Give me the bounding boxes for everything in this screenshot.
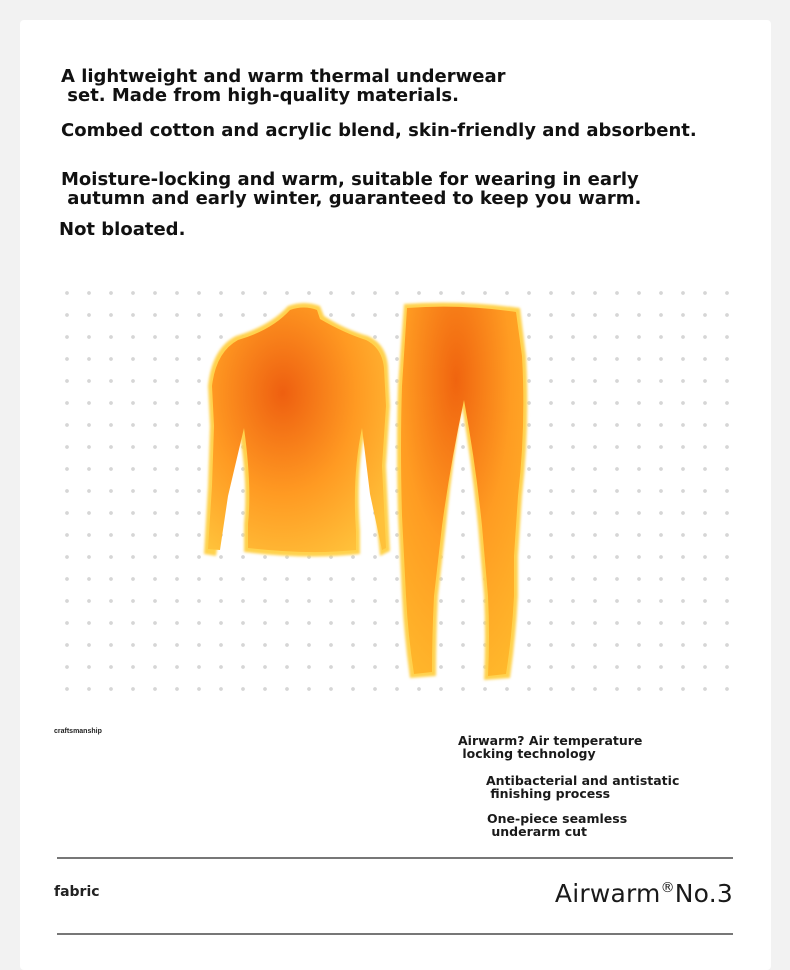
brand-model: No.3 xyxy=(674,879,733,908)
thermal-set-illustration xyxy=(196,296,540,686)
brand-name xyxy=(555,879,733,908)
brand-word: Airwarm xyxy=(554,879,661,908)
intro-line-not-bloated: Not bloated. xyxy=(59,219,186,240)
feature-seamless: One-piece seamless underarm cut xyxy=(487,811,628,839)
intro-line-material: Combed cotton and acrylic blend, skin-friendly and absorbent. xyxy=(61,120,697,141)
thermal-leggings-icon xyxy=(397,303,527,680)
feature-antibacterial: Antibacterial and antistatic finishing process xyxy=(486,773,680,801)
fabric-label: fabric xyxy=(54,884,100,900)
thermal-top-icon xyxy=(204,303,390,557)
intro-line-lightweight: A lightweight and warm thermal underwear set. Made from high-quality materials. xyxy=(61,66,506,106)
intro-line-moisture: Moisture-locking and warm, suitable for wearing in early autumn and early winter, guaranteed to keep you warm. xyxy=(61,169,642,209)
craftsmanship-label: craftsmanship xyxy=(54,728,102,735)
feature-airwarm: Airwarm? Air temperature locking technology xyxy=(458,733,643,761)
registered-mark: ® xyxy=(660,880,675,896)
divider-bottom xyxy=(57,933,733,935)
divider-top xyxy=(57,857,733,859)
